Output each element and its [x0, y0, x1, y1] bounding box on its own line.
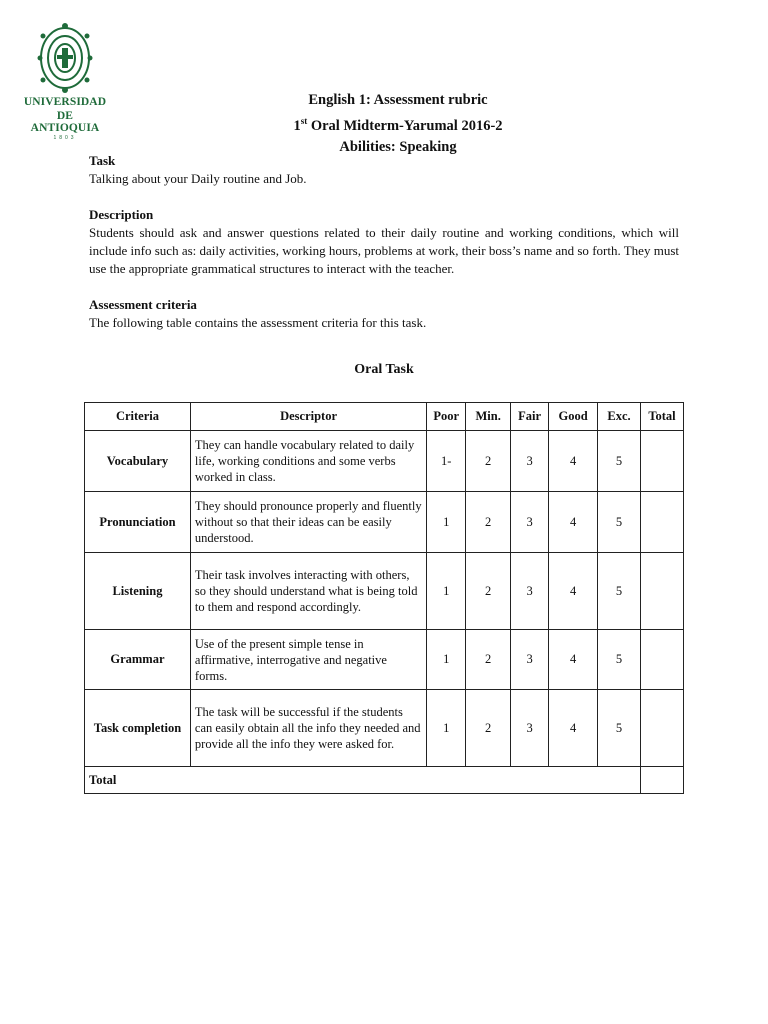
title-line-1: English 1: Assessment rubric	[308, 92, 488, 108]
rubric-table	[84, 402, 684, 794]
description-heading: Description	[89, 207, 154, 222]
score-poor: 1	[427, 690, 466, 767]
score-poor: 1-	[427, 431, 466, 492]
score-good: 4	[549, 630, 598, 690]
row-total	[641, 431, 684, 492]
score-min: 2	[466, 553, 511, 630]
score-fair: 3	[511, 431, 549, 492]
header-criteria: Criteria	[85, 403, 191, 431]
row-total	[641, 492, 684, 553]
header-poor: Poor	[427, 403, 466, 431]
row-criteria: Pronunciation	[85, 492, 191, 553]
header-total: Total	[641, 403, 684, 431]
score-fair: 3	[511, 690, 549, 767]
university-seal-icon	[35, 22, 95, 94]
score-fair: 3	[511, 492, 549, 553]
row-criteria: Grammar	[85, 630, 191, 690]
row-descriptor: They can handle vocabulary related to daily life, working conditions and some verbs worked in class.	[190, 431, 426, 492]
table-row	[85, 431, 684, 492]
row-descriptor: The task will be successful if the students can easily obtain all the info they needed and provide all the info they were asked for.	[190, 690, 426, 767]
header-descriptor: Descriptor	[190, 403, 426, 431]
criteria-section	[89, 296, 679, 332]
score-min: 2	[466, 431, 511, 492]
score-min: 2	[466, 630, 511, 690]
header-fair: Fair	[511, 403, 549, 431]
task-section	[89, 152, 679, 188]
table-row	[85, 553, 684, 630]
row-total	[641, 630, 684, 690]
table-row	[85, 492, 684, 553]
score-fair: 3	[511, 553, 549, 630]
task-heading: Task	[89, 153, 116, 168]
title-line-2-text: Oral Midterm-Yarumal 2016-2	[307, 117, 503, 134]
grand-total	[641, 767, 684, 794]
logo-line-1: UNIVERSIDAD	[23, 96, 107, 108]
score-exc: 5	[598, 553, 641, 630]
score-min: 2	[466, 690, 511, 767]
task-text: Talking about your Daily routine and Job.	[89, 171, 307, 186]
score-poor: 1	[427, 492, 466, 553]
score-good: 4	[549, 553, 598, 630]
criteria-heading: Assessment criteria	[89, 297, 197, 312]
score-min: 2	[466, 492, 511, 553]
description-text: Students should ask and answer questions related to their daily routine and working conditions, which will include info such as: daily activities, working hours, problems at work, their boss’s name and so forth. They must use the appropriate grammatical structures to interact with the teacher.	[89, 225, 679, 276]
title-line-2	[0, 111, 768, 137]
row-criteria: Vocabulary	[85, 431, 191, 492]
table-total-row	[85, 767, 684, 794]
row-criteria: Listening	[85, 553, 191, 630]
score-exc: 5	[598, 492, 641, 553]
row-criteria: Task completion	[85, 690, 191, 767]
score-poor: 1	[427, 630, 466, 690]
row-descriptor: Their task involves interacting with others, so they should understand what is being told to them and respond accordingly.	[190, 553, 426, 630]
score-poor: 1	[427, 553, 466, 630]
row-total	[641, 553, 684, 630]
header-good: Good	[549, 403, 598, 431]
description-section	[89, 206, 679, 278]
table-row	[85, 630, 684, 690]
header-exc: Exc.	[598, 403, 641, 431]
score-good: 4	[549, 431, 598, 492]
header-min: Min.	[466, 403, 511, 431]
logo-year: 1803	[53, 135, 77, 141]
score-good: 4	[549, 492, 598, 553]
document-title	[0, 90, 768, 158]
total-label: Total	[85, 767, 641, 794]
row-total	[641, 690, 684, 767]
criteria-text: The following table contains the assessment criteria for this task.	[89, 315, 427, 330]
score-exc: 5	[598, 630, 641, 690]
score-exc: 5	[598, 431, 641, 492]
document-body	[89, 152, 679, 350]
score-good: 4	[549, 690, 598, 767]
table-header-row	[85, 403, 684, 431]
score-exc: 5	[598, 690, 641, 767]
table-title: Oral Task	[354, 362, 414, 377]
row-descriptor: They should pronounce properly and fluently without so that their ideas can be easily understood.	[190, 492, 426, 553]
row-descriptor: Use of the present simple tense in affirmative, interrogative and negative forms.	[190, 630, 426, 690]
logo-line-2: DE ANTIOQUIA	[30, 110, 100, 134]
title-line-3: Abilities: Speaking	[339, 138, 457, 155]
score-fair: 3	[511, 630, 549, 690]
title-line-2-number: 1	[293, 117, 301, 134]
table-row	[85, 690, 684, 767]
title-line-2-superscript: st	[300, 116, 308, 126]
